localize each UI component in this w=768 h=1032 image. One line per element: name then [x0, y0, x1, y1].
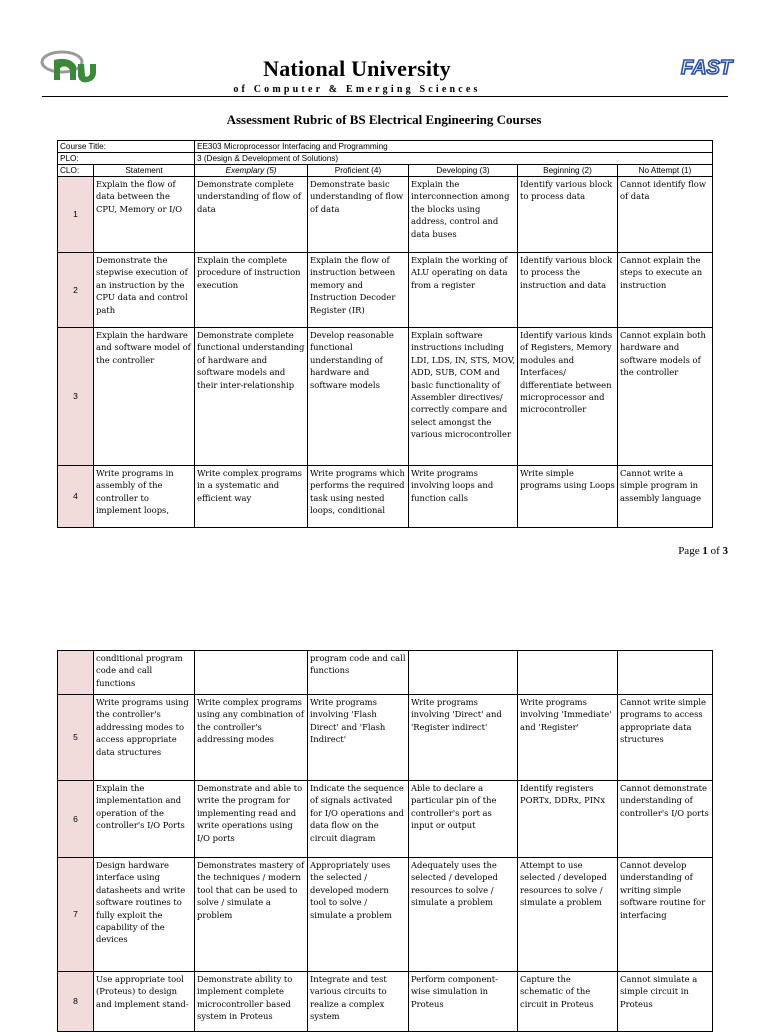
- table-row: [58, 177, 713, 253]
- cell-beginning: Identify various block to process the instruction and data: [518, 253, 618, 328]
- cell-no-attempt: Cannot identify flow of data: [618, 177, 713, 253]
- table-row: [58, 781, 713, 858]
- cell-exemplary: Demonstrate complete understanding of flow of data: [195, 177, 308, 253]
- col-developing: Developing (3): [409, 165, 518, 177]
- clo-number: 3: [58, 328, 94, 466]
- cell-statement: Explain the implementation and operation of the controller's I/O Ports: [94, 781, 195, 858]
- cell-statement: Explain the flow of data between the CPU, Memory or I/O: [94, 177, 195, 253]
- course-title-value: EE303 Microprocessor Interfacing and Programming: [195, 141, 713, 153]
- cell-no-attempt: Cannot develop understanding of writing simple software routine for interfacing: [618, 858, 713, 972]
- clo-number-empty: [58, 651, 94, 695]
- university-name: National University: [263, 56, 451, 81]
- clo-number: 6: [58, 781, 94, 858]
- cell-developing: Adequately uses the selected / developed resources to solve / simulate a problem: [409, 858, 518, 972]
- cell-exemplary: Write complex programs in a systematic and efficient way: [195, 466, 308, 528]
- cell-exemplary: Demonstrate and able to write the program for implementing read and write operations using I/O ports: [195, 781, 308, 858]
- cell-no-attempt: Cannot simulate a simple circuit in Proteus: [618, 972, 713, 1032]
- page-gap: [0, 600, 768, 648]
- rubric-table: [57, 140, 713, 528]
- cell-proficient: Develop reasonable functional understanding of hardware and software models: [308, 328, 409, 466]
- clo-number: 8: [58, 972, 94, 1032]
- clo-number: 2: [58, 253, 94, 328]
- cell-developing: Write programs involving 'Direct' and 'Register indirect': [409, 695, 518, 781]
- col-proficient: Proficient (4): [308, 165, 409, 177]
- table-row-continued: [58, 651, 713, 695]
- cell-beginning: Write simple programs using Loops: [518, 466, 618, 528]
- cell-no-attempt: Cannot demonstrate understanding of controller's I/O ports: [618, 781, 713, 858]
- course-title-row: [58, 141, 713, 153]
- cell-no-attempt: Cannot write simple programs to access appropriate data structures: [618, 695, 713, 781]
- table-row: [58, 858, 713, 972]
- cell-proficient: Demonstrate basic understanding of flow of data: [308, 177, 409, 253]
- table-row: [58, 253, 713, 328]
- university-subtitle: of Computer & Emerging Sciences: [233, 84, 481, 95]
- cell-statement: conditional program code and call functions: [94, 651, 195, 695]
- clo-number: 5: [58, 695, 94, 781]
- cell-developing: Able to declare a particular pin of the controller's port as input or output: [409, 781, 518, 858]
- table-row: [58, 328, 713, 466]
- col-statement: Statement: [94, 165, 195, 177]
- column-header-row: [58, 165, 713, 177]
- clo-number: 7: [58, 858, 94, 972]
- cell-no-attempt: [618, 651, 713, 695]
- cell-statement: Demonstrate the stepwise execution of an instruction by the CPU data and control path: [94, 253, 195, 328]
- col-beginning: Beginning (2): [518, 165, 618, 177]
- cell-developing: Explain the working of ALU operating on data from a register: [409, 253, 518, 328]
- cell-proficient: Appropriately uses the selected / developed modern tool to solve / simulate a problem: [308, 858, 409, 972]
- cell-statement: Write programs in assembly of the controller to implement loops,: [94, 466, 195, 528]
- cell-beginning: Identify registers PORTx, DDRx, PINx: [518, 781, 618, 858]
- plo-value: 3 (Design & Development of Solutions): [195, 153, 713, 165]
- col-clo: CLO:: [58, 165, 94, 177]
- cell-no-attempt: Cannot explain the steps to execute an instruction: [618, 253, 713, 328]
- cell-no-attempt: Cannot write a simple program in assembly language: [618, 466, 713, 528]
- cell-statement: Use appropriate tool (Proteus) to design and implement stand-: [94, 972, 195, 1032]
- clo-number: 4: [58, 466, 94, 528]
- cell-developing: Explain software instructions including LDI, LDS, IN, STS, MOV, ADD, SUB, COM and basic functionality of Assembler directives/ correctly compare and select amongst the various microcontroller: [409, 328, 518, 466]
- cell-proficient: Write programs which performs the required task using nested loops, conditional: [308, 466, 409, 528]
- cell-exemplary: [195, 651, 308, 695]
- page-number: [678, 545, 728, 557]
- col-no-attempt: No Attempt (1): [618, 165, 713, 177]
- cell-proficient: Explain the flow of instruction between memory and Instruction Decoder Register (IR): [308, 253, 409, 328]
- plo-label: PLO:: [58, 153, 195, 165]
- cell-developing: Explain the interconnection among the blocks using address, control and data buses: [409, 177, 518, 253]
- cell-beginning: Identify various kinds of Registers, Memory modules and Interfaces/ differentiate between microprocessor and microcontroller: [518, 328, 618, 466]
- table-row: [58, 695, 713, 781]
- cell-beginning: Write programs involving 'Immediate' and 'Register': [518, 695, 618, 781]
- cell-exemplary: Demonstrate complete functional understanding of hardware and software models and their inter-relationship: [195, 328, 308, 466]
- cell-beginning: Identify various block to process data: [518, 177, 618, 253]
- page-of: of: [707, 545, 723, 557]
- table-row: [58, 466, 713, 528]
- rubric-table-continued: [57, 650, 713, 1032]
- clo-number: 1: [58, 177, 94, 253]
- cell-proficient: Write programs involving 'Flash Direct' and 'Flash Indirect': [308, 695, 409, 781]
- fast-logo-icon: [680, 54, 733, 79]
- col-exemplary: Exemplary (5): [195, 165, 308, 177]
- cell-developing: Write programs involving loops and function calls: [409, 466, 518, 528]
- page-prefix: Page: [678, 545, 703, 557]
- cell-developing: [409, 651, 518, 695]
- cell-statement: Design hardware interface using datasheets and write software routines to fully exploit the capability of the devices: [94, 858, 195, 972]
- cell-exemplary: Explain the complete procedure of instruction execution: [195, 253, 308, 328]
- cell-statement: Write programs using the controller's addressing modes to access appropriate data structures: [94, 695, 195, 781]
- cell-developing: Perform component-wise simulation in Proteus: [409, 972, 518, 1032]
- course-title-label: Course Title:: [58, 141, 195, 153]
- plo-row: [58, 153, 713, 165]
- header-rule: [42, 96, 728, 97]
- cell-proficient: Integrate and test various circuits to realize a complex system: [308, 972, 409, 1032]
- cell-no-attempt: Cannot explain both hardware and software models of the controller: [618, 328, 713, 466]
- cell-beginning: Attempt to use selected / developed resources to solve / simulate a problem: [518, 858, 618, 972]
- cell-exemplary: Demonstrate ability to implement complete microcontroller based system in Proteus: [195, 972, 308, 1032]
- page-total: 3: [722, 545, 728, 557]
- cell-statement: Explain the hardware and software model of the controller: [94, 328, 195, 466]
- cell-beginning: [518, 651, 618, 695]
- fast-logo-text: FAST: [681, 57, 733, 79]
- table-row: [58, 972, 713, 1032]
- cell-proficient: Indicate the sequence of signals activated for I/O operations and data flow on the circuit diagram: [308, 781, 409, 858]
- cell-exemplary: Demonstrates mastery of the techniques / modern tool that can be used to solve / simulate a problem: [195, 858, 308, 972]
- rubric-title: Assessment Rubric of BS Electrical Engineering Courses: [226, 112, 542, 127]
- cell-beginning: Capture the schematic of the circuit in Proteus: [518, 972, 618, 1032]
- page-2: [0, 648, 768, 1024]
- cell-proficient: program code and call functions: [308, 651, 409, 695]
- page-current: 1: [702, 545, 708, 557]
- cell-exemplary: Write complex programs using any combination of the controller's addressing modes: [195, 695, 308, 781]
